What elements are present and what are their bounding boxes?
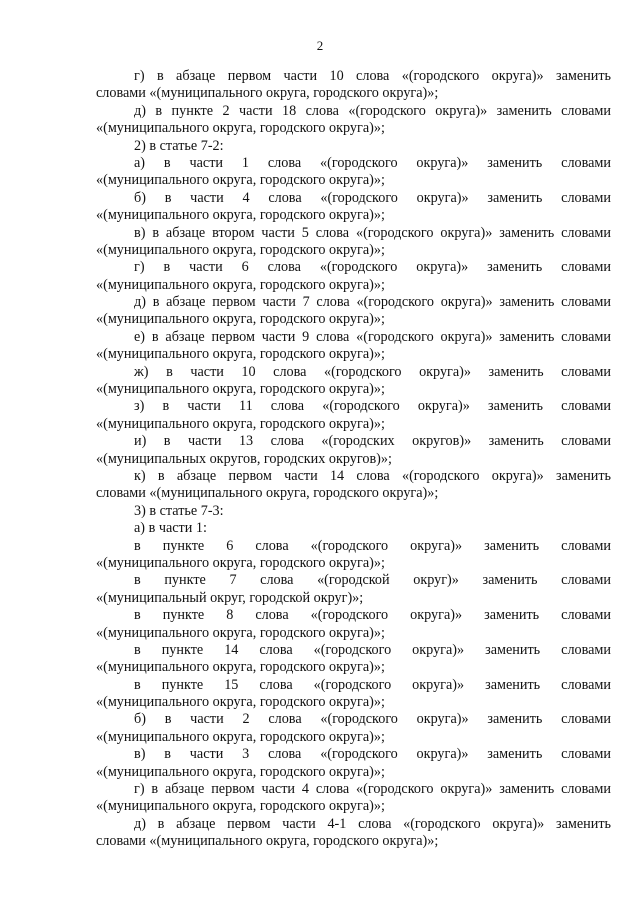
text-line: «(муниципального округа, городского округа)»; bbox=[96, 381, 385, 398]
text-line: «(муниципальный округ, городской округ)»; bbox=[96, 589, 364, 606]
text-line: д) в абзаце первом части 7 слова «(городского округа)» заменить словами bbox=[134, 294, 611, 311]
text-line: в) в абзаце втором части 5 слова «(городского округа)» заменить словами bbox=[134, 224, 611, 241]
text-line: а) в части 1: bbox=[134, 520, 207, 537]
text-line: словами «(муниципального округа, городского округа)»; bbox=[96, 85, 439, 102]
text-line: 2) в статье 7-2: bbox=[134, 137, 224, 154]
text-line: «(муниципального округа, городского округа)»; bbox=[96, 311, 385, 328]
page-number: 2 bbox=[316, 38, 324, 53]
text-line: г) в абзаце первом части 4 слова «(городского округа)» заменить словами bbox=[134, 781, 611, 798]
text-line: е) в абзаце первом части 9 слова «(городского округа)» заменить словами bbox=[134, 328, 611, 345]
text-line: «(муниципального округа, городского округа)»; bbox=[96, 172, 385, 189]
text-line: «(муниципального округа, городского округа)»; bbox=[96, 798, 385, 815]
text-line: «(муниципального округа, городского округа)»; bbox=[96, 694, 385, 711]
text-line: б) в части 4 слова «(городского округа)» заменить словами bbox=[134, 189, 611, 206]
text-line: д) в абзаце первом части 4-1 слова «(городского округа)» заменить bbox=[134, 815, 611, 832]
text-line: в) в части 3 слова «(городского округа)» заменить словами bbox=[134, 746, 611, 763]
text-line: «(муниципального округа, городского округа)»; bbox=[96, 624, 385, 641]
text-line: «(муниципальных округов, городских округов)»; bbox=[96, 450, 392, 467]
text-line: «(муниципального округа, городского округа)»; bbox=[96, 346, 385, 363]
text-line: словами «(муниципального округа, городского округа)»; bbox=[96, 833, 439, 850]
text-line: в пункте 8 слова «(городского округа)» заменить словами bbox=[134, 607, 611, 624]
text-line: «(муниципального округа, городского округа)»; bbox=[96, 241, 385, 258]
text-line: словами «(муниципального округа, городского округа)»; bbox=[96, 485, 439, 502]
text-line: «(муниципального округа, городского округа)»; bbox=[96, 276, 385, 293]
text-line: в пункте 6 слова «(городского округа)» заменить словами bbox=[134, 537, 611, 554]
text-line: в пункте 14 слова «(городского округа)» заменить словами bbox=[134, 641, 611, 658]
document-body bbox=[96, 68, 611, 851]
text-line: а) в части 1 слова «(городского округа)» заменить словами bbox=[134, 154, 611, 171]
text-line: 3) в статье 7-3: bbox=[134, 502, 224, 519]
text-line: «(муниципального округа, городского округа)»; bbox=[96, 207, 385, 224]
text-line: и) в части 13 слова «(городских округов)» заменить словами bbox=[134, 433, 611, 450]
text-line: ж) в части 10 слова «(городского округа)» заменить словами bbox=[134, 363, 611, 380]
text-line: г) в части 6 слова «(городского округа)» заменить словами bbox=[134, 259, 611, 276]
text-line: «(муниципального округа, городского округа)»; bbox=[96, 763, 385, 780]
text-line: з) в части 11 слова «(городского округа)» заменить словами bbox=[134, 398, 611, 415]
text-line: г) в абзаце первом части 10 слова «(городского округа)» заменить bbox=[134, 68, 611, 84]
text-line: «(муниципального округа, городского округа)»; bbox=[96, 659, 385, 676]
text-line: в пункте 15 слова «(городского округа)» заменить словами bbox=[134, 676, 611, 693]
text-line: «(муниципального округа, городского округа)»; bbox=[96, 415, 385, 432]
text-line: б) в части 2 слова «(городского округа)» заменить словами bbox=[134, 711, 611, 728]
text-line: к) в абзаце первом части 14 слова «(городского округа)» заменить bbox=[134, 467, 611, 484]
text-line: в пункте 7 слова «(городской округ)» заменить словами bbox=[134, 572, 611, 589]
text-line: «(муниципального округа, городского округа)»; bbox=[96, 554, 385, 571]
text-line: д) в пункте 2 части 18 слова «(городского округа)» заменить словами bbox=[134, 102, 611, 119]
text-line: «(муниципального округа, городского округа)»; bbox=[96, 728, 385, 745]
text-line: «(муниципального округа, городского округа)»; bbox=[96, 120, 385, 137]
